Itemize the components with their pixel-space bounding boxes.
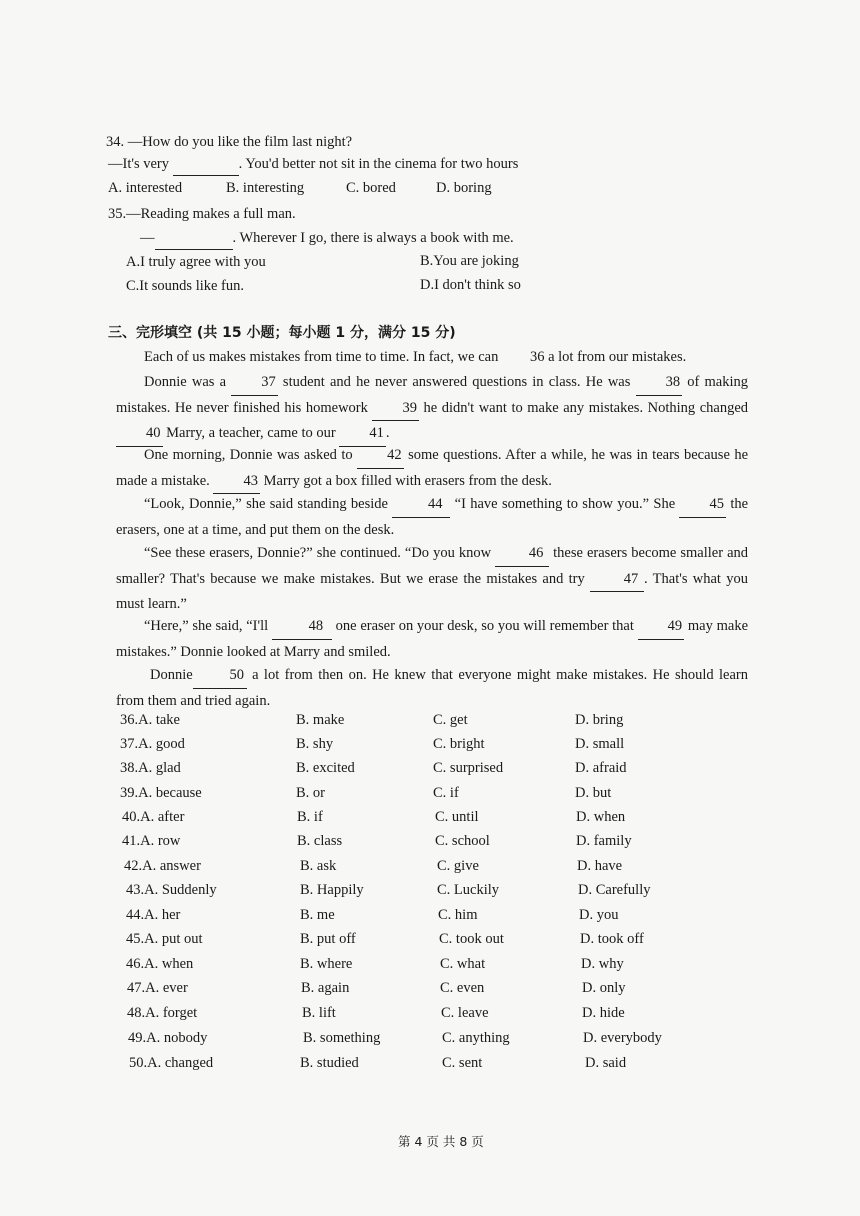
choice-41-a: 41.A. row: [122, 833, 181, 849]
passage-paragraph-4: [116, 492, 748, 542]
q34-reply-pre: —It's very: [108, 156, 170, 172]
p7-text-a: Donnie: [150, 667, 193, 683]
choice-42-c: C. give: [437, 858, 479, 874]
choice-46-d: D. why: [581, 956, 624, 972]
p4-text-b: “I have something to show you.” She: [454, 496, 676, 512]
choice-37-d: D. small: [575, 736, 625, 752]
choice-43-b: B. Happily: [300, 882, 364, 898]
choice-40-a: 40.A. after: [122, 809, 185, 825]
p4-text-c: the erasers, one at a time, and put them on the desk.: [116, 496, 749, 538]
choice-45-b: B. put off: [300, 931, 356, 947]
q35-reply-post: . Wherever I go, there is always a book with me.: [232, 230, 514, 246]
choice-37-a: 37.A. good: [120, 736, 185, 752]
choice-41-b: B. class: [297, 833, 343, 849]
choice-row-49: [0, 1030, 860, 1054]
blank-49: 49: [638, 614, 685, 640]
choice-42-a: 42.A. answer: [124, 858, 201, 874]
q34-blank: [173, 153, 239, 176]
choice-38-b: B. excited: [296, 760, 355, 776]
choice-36-a: 36.A. take: [120, 712, 180, 728]
choice-37-b: B. shy: [296, 736, 334, 752]
blank-48: 48: [272, 614, 332, 640]
choice-row-36: [0, 712, 860, 736]
blank-44: 44: [392, 492, 450, 518]
p2-text-f: .: [385, 425, 390, 441]
blank-45: 45: [679, 492, 726, 518]
choice-50-b: B. studied: [300, 1055, 359, 1071]
choice-44-d: D. you: [579, 907, 619, 923]
choice-row-45: [0, 931, 860, 955]
choice-44-a: 44.A. her: [126, 907, 181, 923]
choice-43-c: C. Luckily: [437, 882, 500, 898]
blank-43: 43: [213, 469, 260, 495]
p2-text-b: student and he never answered questions in class. He was: [282, 374, 631, 390]
q35-option-c: C.It sounds like fun.: [126, 278, 245, 294]
p6-text-b: one eraser on your desk, so you will remember that: [335, 618, 634, 634]
choice-row-38: [0, 760, 860, 784]
blank-38: 38: [636, 370, 683, 396]
p1-text-b: a lot from our mistakes.: [548, 349, 687, 365]
blank-37: 37: [231, 370, 278, 396]
q34-question: 34. —How do you like the film last night?: [106, 134, 353, 150]
choice-37-c: C. bright: [433, 736, 485, 752]
blank-39: 39: [372, 396, 419, 422]
passage-paragraph-6: [116, 614, 748, 664]
choice-42-b: B. ask: [300, 858, 337, 874]
choice-43-a: 43.A. Suddenly: [126, 882, 217, 898]
choice-50-a: 50.A. changed: [129, 1055, 214, 1071]
choice-36-b: B. make: [296, 712, 345, 728]
choice-48-d: D. hide: [582, 1005, 625, 1021]
p3-text-c: Marry got a box filled with erasers from the desk.: [263, 472, 552, 489]
q34-reply: [108, 153, 518, 176]
choice-38-c: C. surprised: [433, 760, 504, 776]
choice-47-a: 47.A. ever: [127, 980, 188, 996]
choice-39-a: 39.A. because: [120, 785, 202, 801]
blank-41: 41: [339, 421, 386, 447]
p5-text-b: these erasers become smaller and smaller? That's because we make mistakes. But we erase the mistakes and try: [116, 545, 749, 587]
choice-44-c: C. him: [438, 907, 478, 923]
choice-38-a: 38.A. glad: [120, 760, 181, 776]
choice-39-b: B. or: [296, 785, 325, 801]
choice-45-a: 45.A. put out: [126, 931, 203, 947]
passage-paragraph-3: [116, 443, 748, 494]
p4-text-a: “Look, Donnie,” she said standing beside: [144, 496, 388, 512]
passage-paragraph-2: [116, 370, 748, 447]
choice-49-c: C. anything: [442, 1030, 510, 1046]
choice-41-c: C. school: [435, 833, 490, 849]
passage-paragraph-7: [116, 663, 748, 713]
choice-row-39: [0, 785, 860, 809]
choice-45-d: D. took off: [580, 931, 644, 947]
q34-options: [108, 177, 728, 199]
q34-reply-post: . You'd better not sit in the cinema for two hours: [238, 156, 519, 172]
blank-47: 47: [590, 567, 644, 593]
blank-36: 36: [529, 349, 545, 365]
p5-text-a: “See these erasers, Donnie?” she continued. “Do you know: [144, 545, 492, 561]
blank-40: 40: [116, 421, 163, 447]
choice-row-40: [0, 809, 860, 833]
passage-paragraph-5: [116, 541, 748, 617]
choice-39-d: D. but: [575, 785, 612, 801]
choice-41-d: D. family: [576, 833, 632, 849]
choice-row-46: [0, 956, 860, 980]
choice-47-b: B. again: [301, 980, 350, 996]
q35-reply: [140, 227, 514, 250]
choice-42-d: D. have: [577, 858, 623, 874]
q35-option-a: A.I truly agree with you: [126, 254, 266, 270]
choice-40-b: B. if: [297, 809, 323, 825]
choice-row-44: [0, 907, 860, 931]
p1-text-a: Each of us makes mistakes from time to time. In fact, we can: [144, 349, 499, 365]
choice-row-47: [0, 980, 860, 1004]
choice-40-d: D. when: [576, 809, 626, 825]
p6-text-a: “Here,” she said, “I'll: [144, 618, 269, 634]
choice-46-b: B. where: [300, 956, 353, 972]
p6-text-c: may make mistakes.” Donnie looked at Marry and smiled.: [116, 618, 749, 660]
choice-49-d: D. everybody: [583, 1030, 662, 1046]
q34-option-a: A. interested: [108, 180, 183, 196]
p3-text-a: One morning, Donnie was asked to: [144, 447, 353, 463]
choice-45-c: C. took out: [439, 931, 504, 947]
q34-option-d: D. boring: [436, 180, 492, 196]
choice-43-d: D. Carefully: [578, 882, 651, 898]
q34-option-b: B. interesting: [226, 180, 305, 196]
section-heading: 三、完形填空 (共 15 小题；每小题 1 分，满分 15 分): [108, 325, 456, 341]
choice-48-b: B. lift: [302, 1005, 336, 1021]
choice-row-37: [0, 736, 860, 760]
q35-option-d: D.I don't think so: [420, 277, 521, 293]
choice-50-c: C. sent: [442, 1055, 483, 1071]
q35-question: 35.—Reading makes a full man.: [108, 206, 296, 222]
passage-paragraph-1: [116, 345, 748, 370]
choice-48-c: C. leave: [441, 1005, 489, 1021]
q35-blank: [155, 227, 233, 250]
choice-44-b: B. me: [300, 907, 335, 923]
choice-row-41: [0, 833, 860, 857]
choice-47-d: D. only: [582, 980, 626, 996]
choice-36-c: C. get: [433, 712, 468, 728]
p2-text-a: Donnie was a: [144, 374, 227, 390]
choice-row-50: [0, 1055, 860, 1079]
choice-row-48: [0, 1005, 860, 1029]
choice-48-a: 48.A. forget: [127, 1005, 198, 1021]
choice-row-42: [0, 858, 860, 882]
p3-text-b: some questions. After a while, he was in tears because he made a mistake.: [116, 447, 749, 489]
p2-text-e: Marry, a teacher, came to our: [166, 425, 336, 441]
choice-39-c: C. if: [433, 785, 459, 801]
choice-49-a: 49.A. nobody: [128, 1030, 208, 1046]
choice-49-b: B. something: [303, 1030, 381, 1046]
p5-text-c: . That's what you must learn.”: [116, 570, 748, 612]
blank-42: 42: [357, 443, 404, 469]
choice-46-c: C. what: [440, 956, 486, 972]
choice-40-c: C. until: [435, 809, 479, 825]
choice-row-43: [0, 882, 860, 906]
choice-36-d: D. bring: [575, 712, 624, 728]
q35-option-b: B.You are joking: [420, 253, 519, 269]
page-number: 第 4 页 共 8 页: [398, 1134, 484, 1149]
blank-50: 50: [193, 663, 247, 689]
choice-38-d: D. afraid: [575, 760, 627, 776]
q35-reply-pre: —: [140, 230, 155, 246]
q34-option-c: C. bored: [346, 180, 396, 196]
choice-46-a: 46.A. when: [126, 956, 194, 972]
choice-50-d: D. said: [585, 1055, 627, 1071]
choice-47-c: C. even: [440, 980, 485, 996]
p2-text-d: he didn't want to make any mistakes. Nothing changed: [423, 399, 749, 416]
blank-46: 46: [495, 541, 549, 567]
p7-text-b: a lot from then on. He knew that everyone might make mistakes. He should learn from them and tried again.: [116, 667, 749, 709]
p2-text-c: of making mistakes. He never finished his homework: [116, 374, 749, 416]
